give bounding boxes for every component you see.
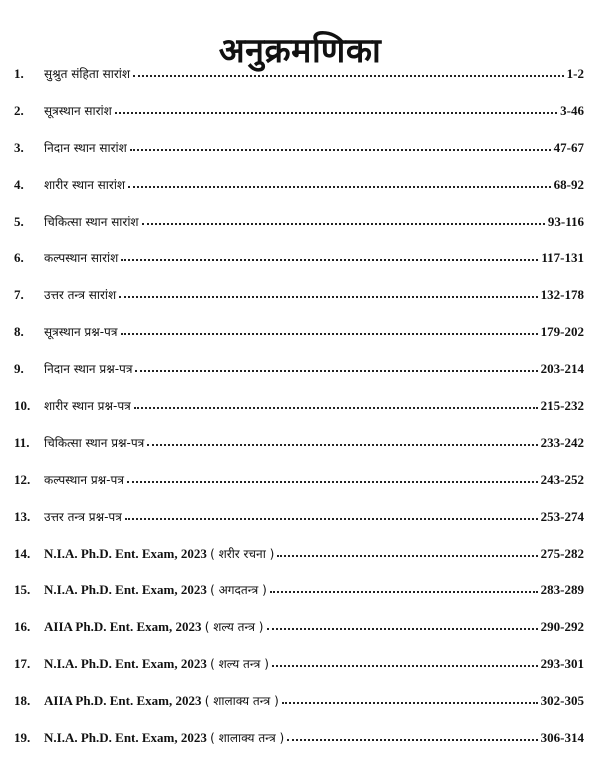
entry-title: उत्तर तन्त्र सारांश: [44, 288, 117, 303]
dot-leader: [282, 702, 538, 704]
toc-entry: [14, 205, 584, 242]
toc-entry: [14, 168, 584, 205]
entry-number: 14.: [14, 545, 31, 561]
page-range: 47-67: [553, 139, 584, 155]
entry-number: 16.: [14, 619, 31, 635]
entry-title: शारीर स्थान सारांश: [44, 177, 126, 192]
entry-number: 9.: [14, 361, 24, 377]
page-range: 1-2: [566, 66, 584, 81]
entry-number: 2.: [14, 102, 24, 118]
page-range: 253-274: [540, 508, 584, 524]
entry-number: 12.: [14, 471, 31, 487]
exam-subject: ( शालाक्य तन्त्र ): [210, 731, 285, 746]
exam-subject: ( शल्य तन्त्र ): [204, 620, 264, 635]
entry-number: 18.: [14, 693, 31, 709]
dot-leader: [121, 259, 538, 261]
exam-name: N.I.A. Ph.D. Ent. Exam, 2023: [44, 730, 207, 746]
entry-title: [44, 581, 267, 599]
page-title: अनुक्रमणिका: [218, 30, 382, 71]
toc-entry: [14, 94, 584, 131]
dot-leader: [115, 112, 557, 114]
dot-leader: [270, 591, 538, 593]
entry-title: शारीर स्थान प्रश्न-पत्र: [44, 399, 131, 414]
page-range: 290-292: [540, 619, 584, 635]
entry-number: 11.: [14, 434, 30, 450]
dot-leader: [134, 407, 538, 409]
entry-number: 19.: [14, 730, 31, 746]
entry-number: 7.: [14, 287, 24, 303]
page-range: 132-178: [540, 287, 584, 303]
entry-title: उत्तर तन्त्र प्रश्न-पत्र: [44, 509, 122, 524]
exam-subject: ( शालाक्य तन्त्र ): [204, 694, 279, 709]
toc-entry: [14, 573, 584, 610]
dot-leader: [267, 628, 538, 630]
exam-name: N.I.A. Ph.D. Ent. Exam, 2023: [44, 582, 207, 598]
toc-entry: [14, 131, 584, 168]
entry-title: कल्पस्थान सारांश: [44, 251, 119, 266]
entry-title: [44, 655, 269, 673]
entry-number: 17.: [14, 656, 31, 672]
entry-number: 1.: [14, 66, 24, 81]
dot-leader: [133, 75, 564, 77]
entry-number: 15.: [14, 582, 31, 598]
table-of-contents: [14, 57, 584, 758]
entry-number: 10.: [14, 398, 31, 414]
toc-entry: [14, 241, 584, 278]
exam-name: AIIA Ph.D. Ent. Exam, 2023: [44, 619, 202, 635]
entry-number: 13.: [14, 508, 31, 524]
toc-entry: [14, 647, 584, 684]
entry-number: 3.: [14, 139, 24, 155]
page-range: 3-46: [560, 102, 584, 118]
page-range: 243-252: [540, 471, 584, 487]
entry-title: चिकित्सा स्थान प्रश्न-पत्र: [44, 435, 145, 450]
toc-entry: [14, 315, 584, 352]
entry-number: 4.: [14, 176, 24, 192]
toc-entry: [14, 278, 584, 315]
exam-name: N.I.A. Ph.D. Ent. Exam, 2023: [44, 545, 207, 561]
dot-leader: [130, 149, 551, 151]
entry-title: [44, 692, 279, 710]
entry-title: चिकित्सा स्थान सारांश: [44, 214, 139, 229]
dot-leader: [119, 296, 537, 298]
entry-title: [44, 545, 274, 563]
toc-entry: [14, 721, 584, 758]
entry-title: निदान स्थान प्रश्न-पत्र: [44, 362, 133, 377]
dot-leader: [147, 444, 537, 446]
toc-entry: [14, 352, 584, 389]
entry-title: कल्पस्थान प्रश्न-पत्र: [44, 472, 124, 487]
dot-leader: [121, 333, 538, 335]
entry-title: सूत्रस्थान सारांश: [44, 103, 112, 118]
entry-number: 8.: [14, 324, 24, 340]
entry-title: [44, 618, 264, 636]
page-range: 302-305: [540, 693, 584, 709]
dot-leader: [287, 739, 537, 741]
page-range: 283-289: [540, 582, 584, 598]
toc-entry: [14, 610, 584, 647]
page-range: 179-202: [540, 324, 584, 340]
exam-subject: ( शरीर रचना ): [210, 546, 275, 561]
dot-leader: [135, 370, 537, 372]
page-range: 233-242: [540, 434, 584, 450]
exam-name: N.I.A. Ph.D. Ent. Exam, 2023: [44, 656, 207, 672]
toc-entry: [14, 389, 584, 426]
entry-number: 6.: [14, 250, 24, 266]
dot-leader: [272, 665, 538, 667]
toc-entry: [14, 537, 584, 574]
entry-title: निदान स्थान सारांश: [44, 140, 127, 155]
exam-subject: ( अगदतन्त्र ): [210, 583, 267, 598]
exam-name: AIIA Ph.D. Ent. Exam, 2023: [44, 693, 202, 709]
dot-leader: [127, 481, 538, 483]
entry-number: 5.: [14, 213, 24, 229]
page-range: 215-232: [540, 398, 584, 414]
page-range: 275-282: [540, 545, 584, 561]
page-range: 93-116: [547, 213, 584, 229]
toc-entry: [14, 463, 584, 500]
toc-entry: [14, 57, 584, 94]
page-range: 68-92: [553, 176, 584, 192]
page-range: 306-314: [540, 730, 584, 746]
dot-leader: [128, 186, 551, 188]
page-range: 117-131: [541, 250, 584, 266]
page-range: 293-301: [540, 656, 584, 672]
entry-title: सुश्रुत संहिता सारांश: [44, 67, 131, 81]
page-range: 203-214: [540, 361, 584, 377]
toc-entry: [14, 500, 584, 537]
entry-title: [44, 729, 284, 747]
dot-leader: [142, 223, 545, 225]
toc-entry: [14, 684, 584, 721]
dot-leader: [277, 555, 537, 557]
exam-subject: ( शल्य तन्त्र ): [210, 657, 269, 672]
toc-entry: [14, 426, 584, 463]
entry-title: सूत्रस्थान प्रश्न-पत्र: [44, 325, 118, 340]
dot-leader: [125, 518, 538, 520]
